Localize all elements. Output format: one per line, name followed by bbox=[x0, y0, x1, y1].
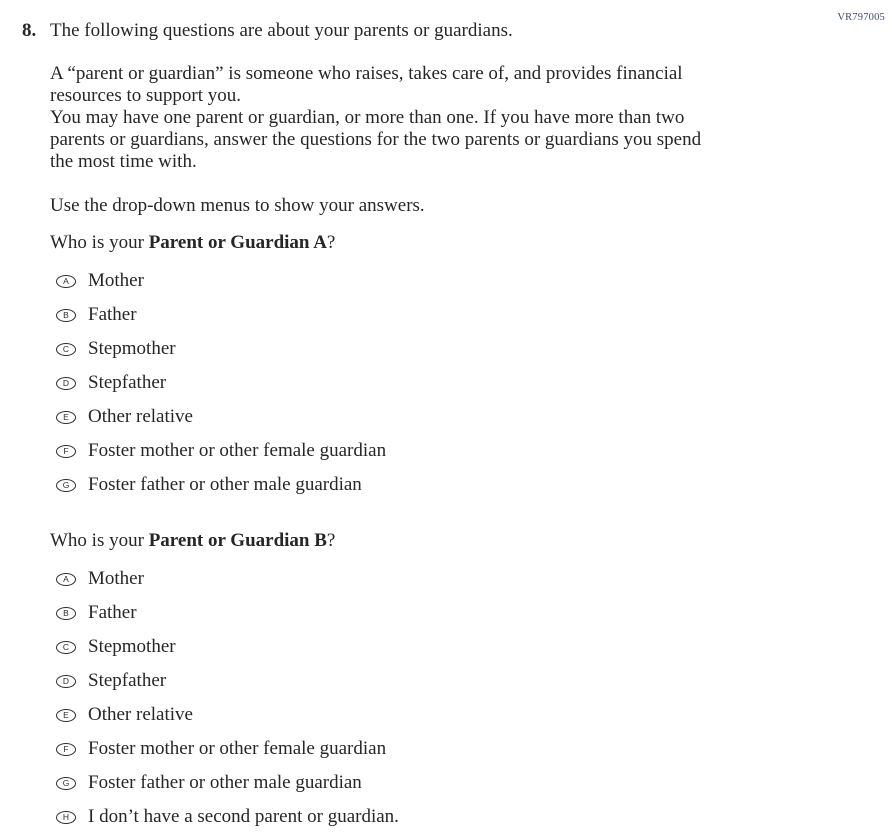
option-bubble[interactable]: D bbox=[56, 675, 76, 688]
option-label: Foster father or other male guardian bbox=[88, 772, 362, 793]
option-label: Father bbox=[88, 304, 137, 325]
option-bubble[interactable]: B bbox=[56, 607, 76, 620]
options-part-b bbox=[50, 568, 862, 828]
option-row-a-stepmother[interactable] bbox=[50, 338, 862, 360]
option-bubble[interactable]: E bbox=[56, 411, 76, 424]
prompt-suffix: ? bbox=[326, 232, 336, 253]
option-row-a-foster-father[interactable] bbox=[50, 474, 862, 496]
option-label: I don’t have a second parent or guardian. bbox=[88, 806, 399, 827]
option-row-a-other-relative[interactable] bbox=[50, 406, 862, 428]
option-label: Mother bbox=[88, 568, 144, 589]
definition-line: resources to support you. bbox=[50, 85, 242, 106]
option-row-b-mother[interactable] bbox=[50, 568, 862, 590]
option-row-b-father[interactable] bbox=[50, 602, 862, 624]
option-row-b-foster-mother[interactable] bbox=[50, 738, 862, 760]
option-row-b-foster-father[interactable] bbox=[50, 772, 862, 794]
option-label: Foster father or other male guardian bbox=[88, 474, 362, 495]
option-bubble[interactable]: D bbox=[56, 377, 76, 390]
question-number: 8. bbox=[22, 20, 37, 41]
option-bubble[interactable]: G bbox=[56, 777, 76, 790]
option-row-b-stepfather[interactable] bbox=[50, 670, 862, 692]
option-label: Foster mother or other female guardian bbox=[88, 738, 387, 759]
option-label: Mother bbox=[88, 270, 144, 291]
option-label: Stepmother bbox=[88, 636, 176, 657]
question-intro: The following questions are about your parents or guardians. bbox=[50, 20, 513, 41]
option-label: Other relative bbox=[88, 704, 193, 725]
option-label: Other relative bbox=[88, 406, 193, 427]
option-label: Father bbox=[88, 602, 137, 623]
definition-line: You may have one parent or guardian, or more than one. If you have more than two bbox=[50, 107, 685, 128]
prompt-part-b bbox=[50, 530, 862, 552]
option-label: Stepfather bbox=[88, 372, 167, 393]
prompt-suffix: ? bbox=[326, 530, 336, 551]
option-row-b-other-relative[interactable] bbox=[50, 704, 862, 726]
option-bubble[interactable]: F bbox=[56, 445, 76, 458]
option-bubble[interactable]: C bbox=[56, 343, 76, 356]
prompt-part-a bbox=[50, 232, 862, 254]
option-bubble[interactable]: B bbox=[56, 309, 76, 322]
option-row-b-stepmother[interactable] bbox=[50, 636, 862, 658]
prompt-prefix: Who is your bbox=[50, 232, 149, 253]
option-row-a-foster-mother[interactable] bbox=[50, 440, 862, 462]
instruction-text: Use the drop-down menus to show your answers. bbox=[50, 195, 425, 216]
option-bubble[interactable]: H bbox=[56, 811, 76, 824]
definition-line: A “parent or guardian” is someone who raises, takes care of, and provides financial bbox=[50, 63, 683, 84]
option-bubble[interactable]: A bbox=[56, 275, 76, 288]
definition-paragraph bbox=[50, 63, 862, 173]
option-bubble[interactable]: E bbox=[56, 709, 76, 722]
prompt-bold: Parent or Guardian B bbox=[148, 530, 327, 551]
option-label: Stepfather bbox=[88, 670, 167, 691]
option-bubble[interactable]: G bbox=[56, 479, 76, 492]
form-code: VR797005 bbox=[837, 12, 885, 23]
option-row-a-father[interactable] bbox=[50, 304, 862, 326]
option-label: Foster mother or other female guardian bbox=[88, 440, 387, 461]
definition-line: parents or guardians, answer the questions for the two parents or guardians you spend bbox=[50, 129, 702, 150]
options-part-a bbox=[50, 270, 862, 496]
option-bubble[interactable]: A bbox=[56, 573, 76, 586]
option-label: Stepmother bbox=[88, 338, 176, 359]
option-row-a-mother[interactable] bbox=[50, 270, 862, 292]
option-row-b-no-second-parent[interactable] bbox=[50, 806, 862, 828]
definition-line: the most time with. bbox=[50, 151, 197, 172]
option-bubble[interactable]: F bbox=[56, 743, 76, 756]
option-row-a-stepfather[interactable] bbox=[50, 372, 862, 394]
prompt-bold: Parent or Guardian A bbox=[148, 232, 327, 253]
option-bubble[interactable]: C bbox=[56, 641, 76, 654]
question-content bbox=[50, 20, 862, 840]
prompt-prefix: Who is your bbox=[50, 530, 149, 551]
